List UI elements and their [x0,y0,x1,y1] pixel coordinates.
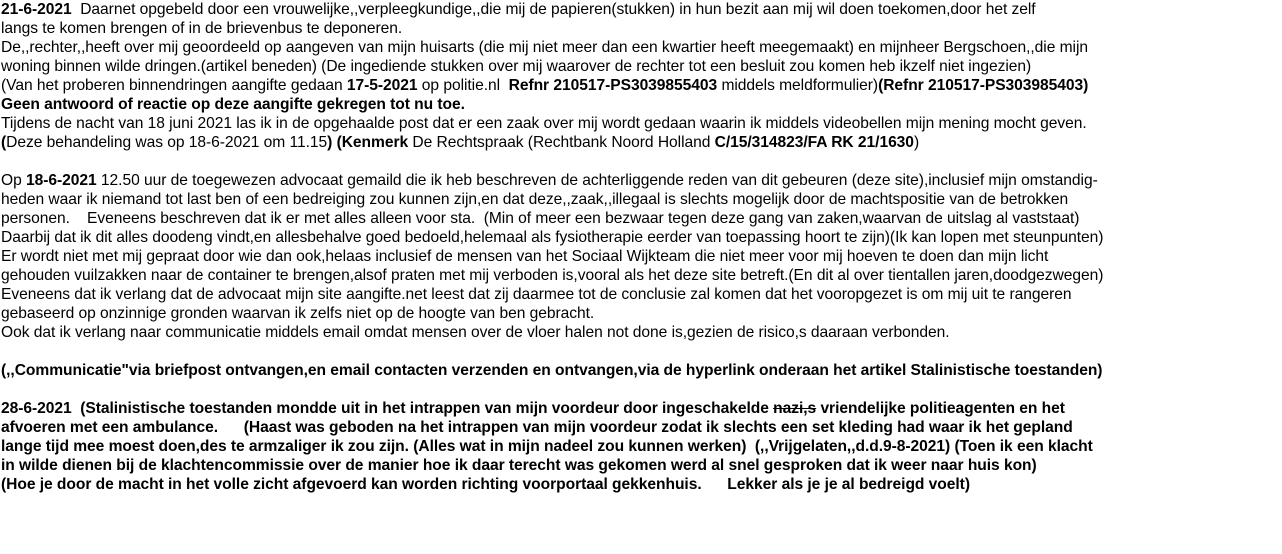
paragraph-gap [1,380,1280,399]
text-line-bold [1,95,1280,114]
bold-text: vriendelijke politieagenten en het [816,400,1065,417]
text-span: op politie.nl [417,77,509,94]
reference-number: Refnr 210517-PS3039855403 [508,77,718,94]
text-line [1,171,1280,190]
paren-bold: ( [1,134,7,151]
text-span: 12.50 uur de toegewezen advocaat gemaild die ik heb beschreven de achterliggende reden van dit gebeuren (deze site),inclusief mijn omstandig- [96,172,1098,189]
strikethrough-text: nazi,s [773,400,817,417]
text-line: heden waar ik niemand tot last ben of een bedreiging zou kunnen zijn,en dat deze,,zaak,,illegaal is slechts mogelijk door de machtspositie van de betrokken [1,191,1069,208]
paragraph-gap [1,342,1280,361]
text-span: Deze behandeling was op 18-6-2021 om 11.15 [6,134,328,151]
text-line-bold [1,456,1280,475]
kenmerk-label: (Kenmerk [332,134,409,151]
text-line [1,76,1280,95]
paren-bold: ) [327,134,333,151]
text-line: Daarbij dat ik dit alles doodeng vindt,en allesbehalve goed bedoeld,helemaal als fysiotherapie eerder van toepassing hoort te zijn)(Ik kan lopen met steunpunten) [1,229,1104,246]
text-line-bold [1,361,1280,380]
text-line: Eveneens dat ik verlang dat de advocaat mijn site aangifte.net leest dat zij daarmee tot de conclusie zal komen dat het vooropgezet is om mij uit te rangeren [1,286,1072,303]
text-span: (Van het proberen binnendringen aangifte gedaan [1,77,347,94]
text-line: langs te komen brengen of in de brievenbus te deponeren. [1,20,403,37]
text-line [1,0,1280,19]
bold-statement: Geen antwoord of reactie op deze aangifte gekregen tot nu toe. [1,96,465,113]
text-span: Op [1,172,26,189]
text-line: gehouden vuilzakken naar de container te brengen,alsof praten met mij verboden is,vooral als het deze site betreft.(En dit al over tientallen jaren,doodgezwegen) [1,267,1104,284]
text-line: gebaseerd op onzinnige gronden waarvan ik zelfs niet op de hoogte van ben gebracht. [1,305,595,322]
date-bold: 17-5-2021 [346,77,418,94]
communication-note: (,,Communicatie"via briefpost ontvangen,en email contacten verzenden en ontvangen,via de hyperlink onderaan het artikel Stalinistische toestanden) [1,362,1103,379]
text-line: De,,rechter,,heeft over mij geoordeeld op aangeven van mijn huisarts (die mij niet meer dan een kwartier heeft meegemaakt) en mijnheer Bergschoen,,die mijn [1,39,1088,56]
date-bold: 21-6-2021 [1,1,72,18]
reference-number: (Refnr 210517-PS303985403) [878,77,1089,94]
bold-text: lange tijd mee moest doen,des te armzaliger ik zou zijn. (Alles wat in mijn nadeel zou kunnen werken) (,,Vrijgelaten,,d.d.9-8-2021) (Toen ik een klacht [1,438,1093,455]
text-line-bold [1,475,1280,494]
text-span: Daarnet opgebeld door een vrouwelijke,,verpleegkundige,,die mij de papieren(stukken) in hun bezit aan mij wil doen toekomen,door het zelf [71,1,1036,18]
text-line: Ook dat ik verlang naar communicatie middels email omdat mensen over de vloer halen not done is,gezien de risico,s daaraan verbonden. [1,324,950,341]
bold-text: 28-6-2021 (Stalinistische toestanden mondde uit in het intrappen van mijn voordeur door ingeschakelde [1,400,774,417]
text-line: Er wordt niet met mij gepraat door wie dan ook,helaas inclusief de mensen van het Sociaal Wijkteam die niet meer voor mij hoeven te doen dan mijn licht [1,248,1049,265]
date-bold: 18-6-2021 [25,172,97,189]
text-line-bold [1,437,1280,456]
text-line [1,133,1280,152]
bold-text: afvoeren met een ambulance. (Haast was geboden na het intrappen van mijn voordeur zodat ik slechts een set kleding had waar ik het gepland [1,419,1073,436]
paragraph-gap [1,152,1280,171]
case-reference: C/15/314823/FA RK 21/1630 [714,134,914,151]
text-span: De Rechtspraak (Rechtbank Noord Holland [408,134,715,151]
text-line: personen. Eveneens beschreven dat ik er met alles alleen voor sta. (Min of meer een bezwaar tegen deze gang van zaken,waarvan de uitslag al vaststaat) [1,210,1080,227]
text-line: Tijdens de nacht van 18 juni 2021 las ik in de opgehaalde post dat er een zaak over mij wordt gedaan waarin ik middels videobellen mijn mening mocht geven. [1,115,1087,132]
text-span: ) [913,134,920,151]
text-line-bold [1,399,1280,418]
bold-text: in wilde dienen bij de klachtencommissie over de manier hoe ik daar terecht was gekomen werd al snel gesproken dat ik weer naar huis kon) [1,457,1037,474]
bold-text: (Hoe je door de macht in het volle zicht afgevoerd kan worden richting voorportaal gekkenhuis. Lekker als je je al bedreigd voelt) [1,476,970,493]
text-span: middels meldformulier) [717,77,879,94]
text-line: woning binnen wilde dringen.(artikel beneden) (De ingediende stukken over mij waarover de rechter tot een besluit zou komen heb ikzelf niet ingezien) [1,58,1032,75]
text-line-bold [1,418,1280,437]
